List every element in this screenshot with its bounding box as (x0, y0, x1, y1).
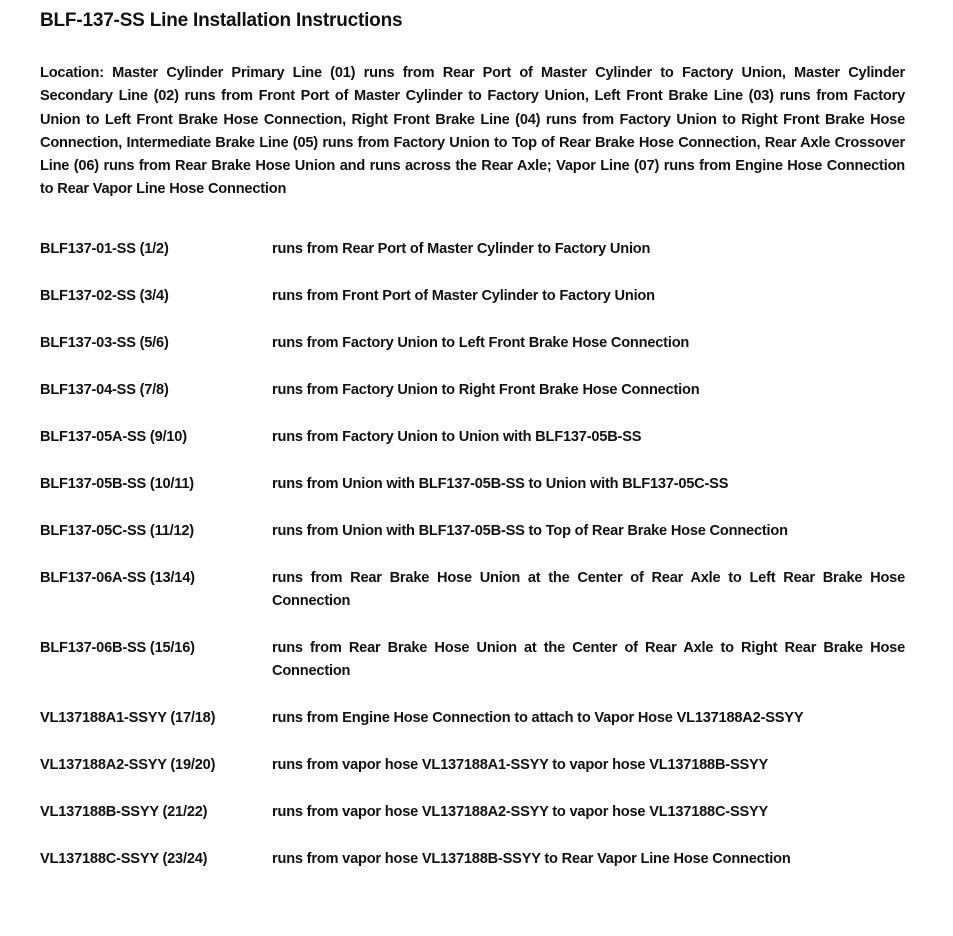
line-item (40, 379, 905, 402)
part-number: BLF137-02-SS (3/4) (40, 287, 169, 304)
part-number: BLF137-03-SS (5/6) (40, 334, 169, 351)
part-description: runs from Rear Port of Master Cylinder to Factory Union (272, 240, 651, 257)
part-number: BLF137-05C-SS (11/12) (40, 522, 194, 539)
part-description: runs from Rear Brake Hose Union at the Center of Rear Axle to Left Rear Brake Hose Connection (272, 569, 905, 609)
page-title: BLF-137-SS Line Installation Instructions (40, 10, 403, 31)
part-description: runs from Factory Union to Left Front Brake Hose Connection (272, 334, 690, 351)
part-description: runs from vapor hose VL137188A2-SSYY to vapor hose VL137188C-SSYY (272, 803, 769, 820)
part-description: runs from vapor hose VL137188B-SSYY to Rear Vapor Line Hose Connection (272, 850, 791, 867)
part-number: BLF137-05A-SS (9/10) (40, 428, 187, 445)
part-description: runs from Engine Hose Connection to attach to Vapor Hose VL137188A2-SSYY (272, 709, 804, 726)
line-item (40, 567, 905, 613)
part-number: BLF137-01-SS (1/2) (40, 240, 169, 257)
part-description: runs from Factory Union to Right Front Brake Hose Connection (272, 381, 700, 398)
line-item (40, 285, 905, 308)
line-item (40, 238, 905, 261)
part-description: runs from Factory Union to Union with BLF137-05B-SS (272, 428, 642, 445)
line-item (40, 848, 905, 871)
part-number: VL137188A1-SSYY (17/18) (40, 709, 216, 726)
location-intro-paragraph: Location: Master Cylinder Primary Line (01) runs from Rear Port of Master Cylinder to Factory Union, Master Cylinder Secondary Line (02) runs from Front Port of Master Cylinder to Factory Union, Left Front Brake Line (03) runs from Factory Union to Left Front Brake Hose Connection, Right Front Brake Line (04) runs from Factory Union to Right Front Brake Hose Connection, Intermediate Brake Line (05) runs from Factory Union to Top of Rear Brake Hose Connection, Rear Axle Crossover Line (06) runs from Rear Brake Hose Union and runs across the Rear Axle; Vapor Line (07) runs from Engine Hose Connection to Rear Vapor Line Hose Connection (40, 65, 905, 198)
line-item (40, 426, 905, 449)
part-description: runs from Union with BLF137-05B-SS to Top of Rear Brake Hose Connection (272, 522, 788, 539)
part-description: runs from vapor hose VL137188A1-SSYY to vapor hose VL137188B-SSYY (272, 756, 769, 773)
part-number: BLF137-06B-SS (15/16) (40, 639, 195, 656)
line-item (40, 473, 905, 496)
part-description: runs from Front Port of Master Cylinder to Factory Union (272, 287, 655, 304)
line-item (40, 637, 905, 683)
part-number: VL137188A2-SSYY (19/20) (40, 756, 216, 773)
part-number: BLF137-04-SS (7/8) (40, 381, 169, 398)
line-item (40, 707, 905, 730)
line-item (40, 332, 905, 355)
part-description: runs from Rear Brake Hose Union at the Center of Rear Axle to Right Rear Brake Hose Connection (272, 639, 905, 679)
line-item (40, 801, 905, 824)
part-number: BLF137-06A-SS (13/14) (40, 569, 195, 586)
part-number: BLF137-05B-SS (10/11) (40, 475, 194, 492)
part-description: runs from Union with BLF137-05B-SS to Union with BLF137-05C-SS (272, 475, 729, 492)
part-number: VL137188C-SSYY (23/24) (40, 850, 208, 867)
part-number: VL137188B-SSYY (21/22) (40, 803, 208, 820)
line-list (40, 238, 905, 871)
line-item (40, 520, 905, 543)
line-item (40, 754, 905, 777)
